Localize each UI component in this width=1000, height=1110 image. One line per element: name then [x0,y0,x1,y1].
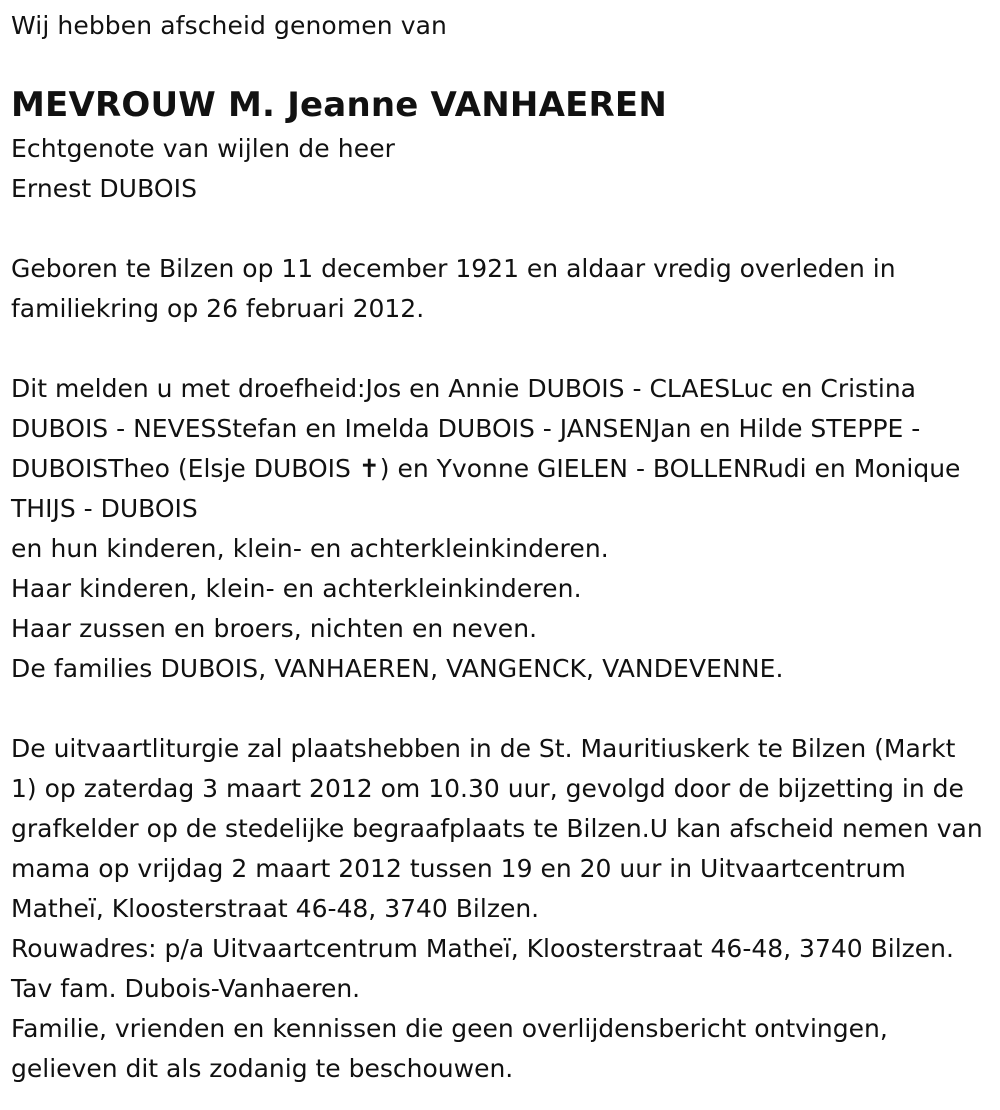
family-line-4: De families DUBOIS, VANHAEREN, VANGENCK, VANDEVENNE. [11,654,784,683]
obituary-notice [11,6,986,1089]
spacer [11,209,986,249]
deceased-name: MEVROUW M. Jeanne VANHAEREN [11,85,667,125]
closing-paragraph: Familie, vrienden en kennissen die geen overlijdensbericht ontvingen, gelieven dit als zodanig te beschouwen. [11,1014,888,1083]
family-line-3: Haar zussen en broers, nichten en neven. [11,614,538,643]
family-line-2: Haar kinderen, klein- en achterkleinkinderen. [11,574,582,603]
family-announcement: Dit melden u met droefheid:Jos en Annie DUBOIS - CLAESLuc en Cristina DUBOIS - NEVESStefan en Imelda DUBOIS - JANSENJan en Hilde STEPPE - DUBOISTheo (Elsje DUBOIS ✝) en Yvonne GIELEN - BOLLENRudi en Monique THIJS - DUBOIS [11,374,961,523]
address-paragraph: Rouwadres: p/a Uitvaartcentrum Matheï, Kloosterstraat 46-48, 3740 Bilzen. Tav fam. Dubois-Vanhaeren. [11,934,954,1003]
spacer [11,329,986,369]
family-line-1: en hun kinderen, klein- en achterkleinkinderen. [11,534,609,563]
funeral-paragraph: De uitvaartliturgie zal plaatshebben in de St. Mauritiuskerk te Bilzen (Markt 1) op zaterdag 3 maart 2012 om 10.30 uur, gevolgd door de bijzetting in de grafkelder op de stedelijke begraafplaats te Bilzen.U kan afscheid nemen van mama op vrijdag 2 maart 2012 tussen 19 en 20 uur in Uitvaartcentrum Matheï, Kloosterstraat 46-48, 3740 Bilzen. [11,734,983,923]
birth-death-paragraph: Geboren te Bilzen op 11 december 1921 en aldaar vredig overleden in familiekring op 26 februari 2012. [11,254,896,323]
spouse-line-1: Echtgenote van wijlen de heer [11,134,396,163]
spacer [11,689,986,729]
intro-text: Wij hebben afscheid genomen van [11,11,447,40]
spouse-line-2: Ernest DUBOIS [11,174,198,203]
